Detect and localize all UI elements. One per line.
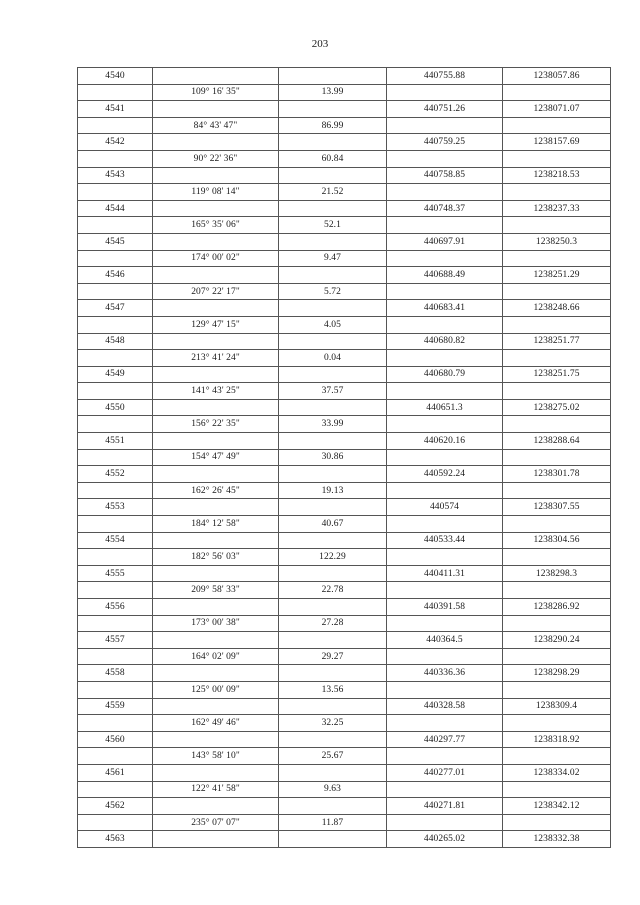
point-row [78,665,611,682]
y-coordinate-cell [503,84,611,101]
x-coordinate-cell: 440574 [387,499,503,516]
distance-cell [279,68,387,85]
distance-cell: 27.28 [279,615,387,632]
y-coordinate-cell: 1238218.53 [503,167,611,184]
point-row [78,333,611,350]
bearing-angle-cell: 125° 00' 09" [153,681,279,698]
y-coordinate-cell: 1238071.07 [503,101,611,118]
distance-cell [279,532,387,549]
point-id-cell: 4548 [78,333,153,350]
x-coordinate-cell [387,184,503,201]
point-id-cell: 4561 [78,764,153,781]
bearing-angle-cell [153,366,279,383]
x-coordinate-cell [387,681,503,698]
bearing-angle-cell: 184° 12' 58" [153,516,279,533]
x-coordinate-cell: 440533.44 [387,532,503,549]
distance-cell: 25.67 [279,748,387,765]
x-coordinate-cell [387,416,503,433]
survey-coordinates-table [77,67,611,848]
point-row [78,134,611,151]
x-coordinate-cell [387,648,503,665]
point-id-cell: 4544 [78,200,153,217]
y-coordinate-cell: 1238290.24 [503,632,611,649]
y-coordinate-cell [503,748,611,765]
y-coordinate-cell [503,283,611,300]
segment-row [78,516,611,533]
point-row [78,499,611,516]
y-coordinate-cell [503,217,611,234]
point-id-cell: 4542 [78,134,153,151]
point-id-cell [78,283,153,300]
segment-row [78,150,611,167]
point-id-cell [78,681,153,698]
x-coordinate-cell: 440755.88 [387,68,503,85]
x-coordinate-cell: 440651.3 [387,399,503,416]
x-coordinate-cell: 440592.24 [387,466,503,483]
bearing-angle-cell: 156° 22' 35" [153,416,279,433]
segment-row [78,283,611,300]
distance-cell: 60.84 [279,150,387,167]
y-coordinate-cell: 1238275.02 [503,399,611,416]
bearing-angle-cell [153,300,279,317]
x-coordinate-cell: 440411.31 [387,565,503,582]
point-id-cell [78,482,153,499]
point-id-cell [78,715,153,732]
x-coordinate-cell [387,150,503,167]
segment-row [78,582,611,599]
x-coordinate-cell [387,615,503,632]
segment-row [78,648,611,665]
bearing-angle-cell [153,665,279,682]
distance-cell [279,200,387,217]
point-row [78,632,611,649]
distance-cell: 5.72 [279,283,387,300]
y-coordinate-cell [503,781,611,798]
bearing-angle-cell [153,499,279,516]
distance-cell: 13.56 [279,681,387,698]
distance-cell [279,399,387,416]
distance-cell [279,731,387,748]
y-coordinate-cell: 1238057.86 [503,68,611,85]
y-coordinate-cell [503,184,611,201]
distance-cell [279,267,387,284]
distance-cell [279,300,387,317]
bearing-angle-cell [153,101,279,118]
y-coordinate-cell: 1238251.77 [503,333,611,350]
distance-cell [279,466,387,483]
bearing-angle-cell: 154° 47' 49" [153,449,279,466]
bearing-angle-cell: 182° 56' 03" [153,549,279,566]
point-id-cell: 4550 [78,399,153,416]
segment-row [78,449,611,466]
y-coordinate-cell [503,648,611,665]
point-row [78,433,611,450]
x-coordinate-cell [387,516,503,533]
y-coordinate-cell: 1238304.56 [503,532,611,549]
point-id-cell: 4559 [78,698,153,715]
point-id-cell [78,814,153,831]
distance-cell [279,764,387,781]
segment-row [78,416,611,433]
y-coordinate-cell: 1238250.3 [503,233,611,250]
distance-cell: 21.52 [279,184,387,201]
distance-cell: 4.05 [279,316,387,333]
point-row [78,565,611,582]
x-coordinate-cell: 440751.26 [387,101,503,118]
y-coordinate-cell: 1238307.55 [503,499,611,516]
bearing-angle-cell: 164° 02' 09" [153,648,279,665]
distance-cell [279,366,387,383]
distance-cell: 40.67 [279,516,387,533]
bearing-angle-cell: 162° 49' 46" [153,715,279,732]
y-coordinate-cell: 1238332.38 [503,831,611,848]
segment-row [78,250,611,267]
point-row [78,233,611,250]
distance-cell: 37.57 [279,383,387,400]
bearing-angle-cell [153,267,279,284]
point-id-cell: 4552 [78,466,153,483]
point-id-cell: 4560 [78,731,153,748]
point-id-cell [78,781,153,798]
segment-row [78,549,611,566]
point-id-cell: 4553 [78,499,153,516]
y-coordinate-cell [503,482,611,499]
bearing-angle-cell [153,68,279,85]
point-row [78,300,611,317]
segment-row [78,482,611,499]
distance-cell [279,798,387,815]
distance-cell [279,233,387,250]
distance-cell [279,698,387,715]
x-coordinate-cell [387,549,503,566]
x-coordinate-cell [387,383,503,400]
bearing-angle-cell [153,731,279,748]
distance-cell: 29.27 [279,648,387,665]
y-coordinate-cell: 1238248.66 [503,300,611,317]
segment-row [78,184,611,201]
y-coordinate-cell [503,615,611,632]
point-id-cell [78,582,153,599]
point-id-cell [78,516,153,533]
y-coordinate-cell: 1238251.29 [503,267,611,284]
point-row [78,798,611,815]
point-id-cell [78,648,153,665]
point-id-cell: 4554 [78,532,153,549]
segment-row [78,681,611,698]
point-row [78,698,611,715]
segment-row [78,781,611,798]
point-id-cell [78,748,153,765]
point-id-cell: 4543 [78,167,153,184]
x-coordinate-cell: 440748.37 [387,200,503,217]
point-row [78,599,611,616]
bearing-angle-cell [153,466,279,483]
point-id-cell [78,416,153,433]
page-number: 203 [311,38,329,50]
y-coordinate-cell [503,350,611,367]
x-coordinate-cell: 440680.79 [387,366,503,383]
y-coordinate-cell: 1238334.02 [503,764,611,781]
point-id-cell [78,615,153,632]
distance-cell [279,632,387,649]
bearing-angle-cell: 165° 35' 06" [153,217,279,234]
y-coordinate-cell [503,316,611,333]
distance-cell: 30.86 [279,449,387,466]
distance-cell [279,499,387,516]
bearing-angle-cell [153,599,279,616]
distance-cell [279,134,387,151]
distance-cell: 9.47 [279,250,387,267]
y-coordinate-cell [503,681,611,698]
bearing-angle-cell: 129° 47' 15" [153,316,279,333]
x-coordinate-cell: 440364.5 [387,632,503,649]
bearing-angle-cell: 122° 41' 58" [153,781,279,798]
point-id-cell: 4545 [78,233,153,250]
bearing-angle-cell: 141° 43' 25" [153,383,279,400]
point-row [78,532,611,549]
x-coordinate-cell: 440683.41 [387,300,503,317]
bearing-angle-cell: 90° 22' 36" [153,150,279,167]
point-id-cell: 4557 [78,632,153,649]
segment-row [78,117,611,134]
distance-cell: 122.29 [279,549,387,566]
x-coordinate-cell [387,449,503,466]
y-coordinate-cell [503,549,611,566]
distance-cell [279,333,387,350]
bearing-angle-cell [153,698,279,715]
x-coordinate-cell: 440688.49 [387,267,503,284]
y-coordinate-cell [503,582,611,599]
y-coordinate-cell: 1238286.92 [503,599,611,616]
point-row [78,167,611,184]
bearing-angle-cell [153,831,279,848]
point-id-cell [78,150,153,167]
bearing-angle-cell: 173° 00' 38" [153,615,279,632]
bearing-angle-cell [153,200,279,217]
bearing-angle-cell: 235° 07' 07" [153,814,279,831]
y-coordinate-cell [503,150,611,167]
distance-cell [279,665,387,682]
point-id-cell [78,117,153,134]
x-coordinate-cell [387,84,503,101]
segment-row [78,383,611,400]
x-coordinate-cell: 440697.91 [387,233,503,250]
bearing-angle-cell: 162° 26' 45" [153,482,279,499]
bearing-angle-cell: 207° 22' 17" [153,283,279,300]
x-coordinate-cell: 440680.82 [387,333,503,350]
y-coordinate-cell: 1238309.4 [503,698,611,715]
point-id-cell: 4547 [78,300,153,317]
distance-cell [279,101,387,118]
x-coordinate-cell [387,781,503,798]
point-id-cell: 4540 [78,68,153,85]
distance-cell: 33.99 [279,416,387,433]
point-id-cell: 4551 [78,433,153,450]
bearing-angle-cell [153,764,279,781]
distance-cell: 11.87 [279,814,387,831]
bearing-angle-cell [153,134,279,151]
bearing-angle-cell [153,433,279,450]
bearing-angle-cell [153,399,279,416]
y-coordinate-cell [503,449,611,466]
y-coordinate-cell [503,715,611,732]
x-coordinate-cell [387,350,503,367]
point-row [78,731,611,748]
x-coordinate-cell [387,250,503,267]
table-body [78,68,611,848]
bearing-angle-cell: 209° 58' 33" [153,582,279,599]
point-row [78,101,611,118]
point-id-cell: 4541 [78,101,153,118]
point-id-cell: 4556 [78,599,153,616]
point-id-cell [78,217,153,234]
segment-row [78,350,611,367]
point-id-cell: 4549 [78,366,153,383]
segment-row [78,814,611,831]
y-coordinate-cell [503,383,611,400]
x-coordinate-cell: 440620.16 [387,433,503,450]
x-coordinate-cell: 440271.81 [387,798,503,815]
point-id-cell [78,549,153,566]
distance-cell: 19.13 [279,482,387,499]
point-row [78,831,611,848]
point-id-cell [78,383,153,400]
x-coordinate-cell: 440759.25 [387,134,503,151]
x-coordinate-cell [387,748,503,765]
x-coordinate-cell: 440328.58 [387,698,503,715]
distance-cell: 22.78 [279,582,387,599]
segment-row [78,316,611,333]
distance-cell [279,167,387,184]
y-coordinate-cell: 1238318.92 [503,731,611,748]
point-row [78,466,611,483]
bearing-angle-cell [153,333,279,350]
point-row [78,267,611,284]
segment-row [78,715,611,732]
point-id-cell: 4562 [78,798,153,815]
distance-cell [279,831,387,848]
distance-cell: 32.25 [279,715,387,732]
x-coordinate-cell [387,715,503,732]
distance-cell [279,565,387,582]
point-id-cell [78,250,153,267]
y-coordinate-cell: 1238342.12 [503,798,611,815]
x-coordinate-cell [387,582,503,599]
bearing-angle-cell: 109° 16' 35" [153,84,279,101]
bearing-angle-cell [153,532,279,549]
y-coordinate-cell [503,416,611,433]
y-coordinate-cell: 1238298.29 [503,665,611,682]
distance-cell: 0.04 [279,350,387,367]
x-coordinate-cell [387,814,503,831]
bearing-angle-cell [153,632,279,649]
point-row [78,399,611,416]
x-coordinate-cell: 440265.02 [387,831,503,848]
x-coordinate-cell: 440336.36 [387,665,503,682]
x-coordinate-cell: 440297.77 [387,731,503,748]
point-id-cell: 4558 [78,665,153,682]
x-coordinate-cell: 440391.58 [387,599,503,616]
distance-cell: 9.63 [279,781,387,798]
point-row [78,764,611,781]
segment-row [78,748,611,765]
x-coordinate-cell [387,482,503,499]
distance-cell: 86.99 [279,117,387,134]
x-coordinate-cell [387,283,503,300]
point-id-cell [78,350,153,367]
segment-row [78,84,611,101]
bearing-angle-cell [153,167,279,184]
x-coordinate-cell [387,117,503,134]
segment-row [78,615,611,632]
y-coordinate-cell: 1238237.33 [503,200,611,217]
point-row [78,366,611,383]
y-coordinate-cell [503,516,611,533]
point-id-cell: 4546 [78,267,153,284]
distance-cell [279,599,387,616]
point-id-cell: 4563 [78,831,153,848]
point-id-cell [78,184,153,201]
x-coordinate-cell: 440277.01 [387,764,503,781]
distance-cell: 13.99 [279,84,387,101]
segment-row [78,217,611,234]
y-coordinate-cell: 1238298.3 [503,565,611,582]
x-coordinate-cell: 440758.85 [387,167,503,184]
x-coordinate-cell [387,316,503,333]
y-coordinate-cell: 1238157.69 [503,134,611,151]
point-id-cell: 4555 [78,565,153,582]
x-coordinate-cell [387,217,503,234]
bearing-angle-cell: 174° 00' 02" [153,250,279,267]
bearing-angle-cell: 84° 43' 47" [153,117,279,134]
distance-cell: 52.1 [279,217,387,234]
y-coordinate-cell: 1238301.78 [503,466,611,483]
point-id-cell [78,449,153,466]
point-id-cell [78,84,153,101]
distance-cell [279,433,387,450]
bearing-angle-cell [153,565,279,582]
bearing-angle-cell [153,798,279,815]
bearing-angle-cell [153,233,279,250]
y-coordinate-cell: 1238288.64 [503,433,611,450]
point-row [78,68,611,85]
bearing-angle-cell: 119° 08' 14" [153,184,279,201]
y-coordinate-cell: 1238251.75 [503,366,611,383]
y-coordinate-cell [503,250,611,267]
bearing-angle-cell: 213° 41' 24" [153,350,279,367]
point-row [78,200,611,217]
y-coordinate-cell [503,814,611,831]
point-id-cell [78,316,153,333]
bearing-angle-cell: 143° 58' 10" [153,748,279,765]
y-coordinate-cell [503,117,611,134]
